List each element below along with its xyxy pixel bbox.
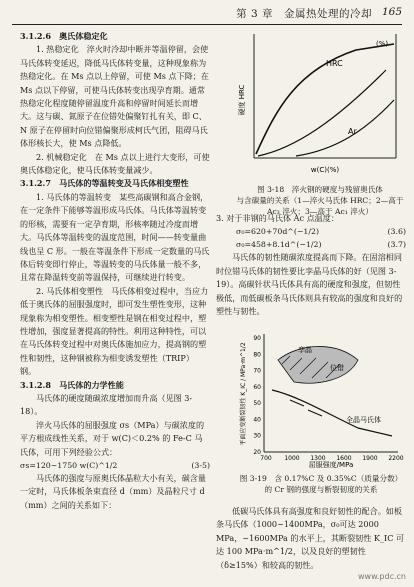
y-tick-label: 40	[253, 416, 261, 424]
label-pure-martensite: 全晶马氏体	[346, 416, 381, 424]
figure-caption: 图 3-19 含 0.17%C 及 0.35%C（质量分数）	[239, 474, 403, 483]
x-axis-label: w(C)(%)	[310, 166, 340, 174]
equation	[20, 459, 210, 472]
figure-caption: 图 3-18 淬火钢的硬度与残留奥氏体	[257, 185, 383, 194]
x-tick-label: 700	[260, 455, 272, 462]
paragraph: 低碳马氏体具有高强度和良好韧性的配合。如板条马氏体（1000~1400MPa，σ₀可达 2000 MPa，~1600MPa 的水平上，其断裂韧性 K_IC 可达 100 MPa·m^1/2，以及良好的塑韧性（δ≥15%）和较高的韧性。	[216, 506, 405, 570]
equation	[216, 238, 406, 251]
paragraph: 1. 马氏体的等温转变 某些高碳钢和高合金钢，在一定条件下能够等温形成马氏体。马氏体等温转变的形核，需要有一定孕育期，形核率随过冷度而增大。马氏体等温转变的温度范围，时间——转变量曲线也呈 C 形。一般在等温条件下形成一定数量的马氏体后转变即行停止，等温转变的马氏体量一般不多，且常在降温转变前等温保持，可继续进行转变。	[20, 191, 210, 283]
page-number: 165	[381, 6, 402, 18]
x-tick-label: 2200	[388, 455, 404, 462]
x-tick-label: 1900	[362, 455, 378, 462]
equation-number: (3.6)	[387, 227, 406, 237]
y-tick-label: 90	[253, 335, 261, 342]
label-twin: 孪晶	[298, 346, 312, 354]
y-tick-label: 30	[253, 432, 261, 440]
paragraph: 2. 机械稳定化 在 Ms 点以上进行大变形，可使奥氏体稳定化，使马氏体转变量减少。	[20, 151, 210, 176]
equation-body: σs=120~1750 w(C)^1/2	[20, 461, 118, 470]
section-heading: 3.1.2.6 奥氏体稳定化	[20, 31, 108, 41]
chapter-title: 第 3 章 金属热处理的冷却	[236, 8, 372, 20]
equation-body: σ₀=620+70d^(−1/2)	[236, 227, 320, 237]
paragraph: 1. 热稳定化 淬火时冷却中断并等温停留，会使马氏体转变延迟，降低马氏体转变量，这种现象称为热稳定化。在 Ms 点以上停留，可使 Ms 点下降；在 Ms 点以下停留，可使马氏体转变出现孕育期。通常热稳定化程度随停留温度升高和停留时间延长而增大。这与碳、氮原子在位错处偏聚钉扎有关，即 C、N 原子在停留时向位错偏聚形成柯氏气团，阻碍马氏体形核长大，使 Ms 点降低。	[20, 44, 209, 149]
paragraph: 2. 马氏体相变塑性 马氏体相变过程中，当应力低于奥氏体的屈服强度时，即可发生塑性变形，这种现象称为相变塑性。相变塑性是钢在相变过程中，塑性增加，强度显著提高的特性。利用这种特性，可以在马氏体转变过程中对奥氏体施加应力，提高钢的塑性和韧性，这种钢被称为相变诱发塑性（TRIP）钢。	[20, 285, 209, 377]
y-axis-label: 硬度 HRC	[238, 84, 246, 116]
paragraph: 淬火马氏体的屈服强度 σs（MPa）与碳浓度的平方根成线性关系，对于 w(C)＜0.2% 的 Fe-C 马氏体，可用下列经验公式：	[20, 419, 205, 457]
label-percent: (%)	[376, 40, 389, 48]
y-tick-label: 70	[253, 367, 261, 375]
figure-3-18-plot	[236, 30, 404, 180]
left-column	[20, 30, 210, 512]
label-lath: 位错	[330, 364, 344, 372]
page-header	[12, 4, 402, 25]
bottom-paragraph	[216, 505, 406, 572]
y-tick-label: 20	[253, 449, 261, 456]
y-tick-label: 50	[253, 400, 261, 408]
figure-caption-sub: 与含碳量的关系（1—淬火马氏体 HRC；2—高于 Ac₃ 淬火；3—高于 Ac₁ 淬火）	[236, 196, 404, 216]
figure-3-19	[238, 330, 404, 498]
equation-body: σ₀=458+8.1d^(−1/2)	[236, 240, 322, 250]
y-tick-label: 80	[253, 351, 261, 359]
y-axis-label: 平面应变断裂韧性 K_IC / MPa·m^1/2	[240, 342, 247, 446]
paragraph: 马氏体的硬度随碳浓度增加而升高（见图 3-18）。	[20, 392, 193, 417]
equation-number: (3-5)	[191, 461, 210, 470]
equation-number: (3.7)	[387, 240, 406, 250]
watermark: www.pdc.cn	[357, 572, 406, 581]
paragraph: 3. 对于非钢的马氏体 Ac 点温度：	[216, 213, 339, 223]
right-column	[216, 212, 406, 318]
x-axis-label: 屈服强度/MPa	[308, 461, 354, 469]
x-tick-label: 1600	[336, 455, 352, 462]
y-tick-label: 60	[253, 383, 261, 391]
equation	[216, 225, 406, 238]
x-tick-label: 1300	[310, 455, 326, 462]
section-heading: 3.1.2.8 马氏体的力学性能	[20, 379, 124, 390]
figure-3-19-plot	[238, 330, 404, 470]
paragraph: 马氏体的韧性随碳浓度提高而下降。在固溶相同时位错马氏体的韧性要比孪晶马氏体的好（见图 3-19）。高碳针状马氏体具有高的硬度和强度，但韧性极低，而低碳板条马氏体则具有较高的强度和良好的塑性与韧性。	[216, 252, 403, 317]
label-ar: Ar	[348, 127, 357, 136]
paragraph: 马氏体的强度与原奥氏体晶粒大小有关，碳含量一定时，马氏体板条束直径 d（mm）及晶粒尺寸 d（mm）之间的关系如下：	[20, 473, 206, 510]
x-tick-label: 1000	[284, 455, 300, 462]
section-heading: 3.1.2.7 马氏体的等温转变及马氏体相变塑性	[20, 178, 189, 189]
figure-caption-sub: 的 Cr 钢的强度与断裂韧度的关系	[264, 485, 378, 494]
label-hrc: HRC	[326, 59, 343, 68]
